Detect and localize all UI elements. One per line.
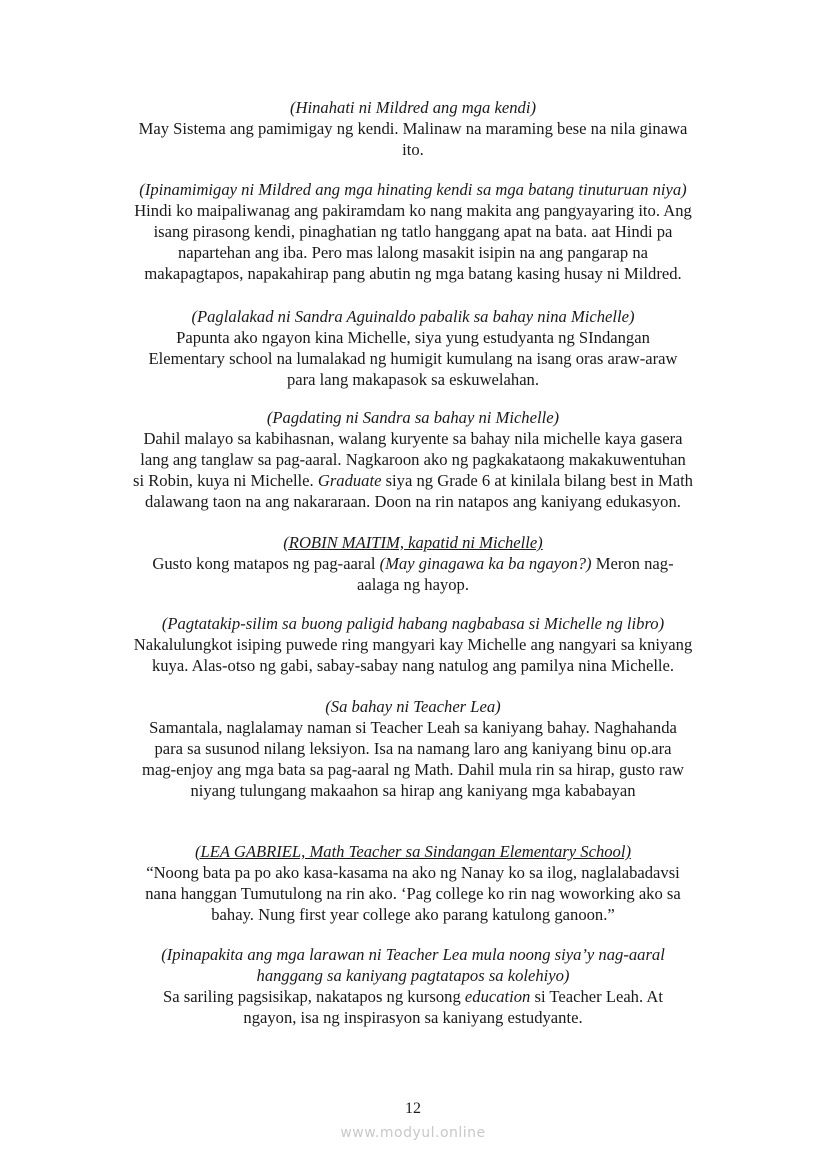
section-paglalakad bbox=[80, 306, 746, 390]
narration-line: makapagtapos, napakahirap pang abutin ng mga batang kasing husay ni Mildred. bbox=[144, 264, 682, 283]
narration-line: mag-enjoy ang mga bata sa pag-aaral ng Math. Dahil mula rin sa hirap, gusto raw bbox=[142, 760, 684, 779]
narration-line: ito. bbox=[402, 140, 424, 159]
section-pagtatakip-silim bbox=[80, 613, 746, 676]
text-segment: siya ng Grade 6 at kinilala bilang best in Math bbox=[381, 471, 693, 490]
stage-direction: (Pagtatakip-silim sa buong paligid habang nagbabasa si Michelle ng libro) bbox=[161, 614, 665, 633]
section-teacher-lea-house bbox=[80, 696, 746, 801]
narration-line: Dahil malayo sa kabihasnan, walang kuryente sa bahay nila michelle kaya gasera bbox=[143, 429, 683, 448]
page-number: 12 bbox=[405, 1100, 421, 1117]
narration-line: para sa susunod nilang leksiyon. Isa na namang laro ang kaniyang binu op.ara bbox=[154, 739, 672, 758]
speaker-name: (ROBIN MAITIM, kapatid ni Michelle) bbox=[283, 533, 543, 552]
narration-line: Nakalulungkot isiping puwede ring mangyari kay Michelle ang nangyari sa kniyang bbox=[133, 635, 693, 654]
stage-direction: (Pagdating ni Sandra sa bahay ni Michelle) bbox=[266, 408, 560, 427]
speaker-heading bbox=[80, 532, 746, 553]
interviewer-question: (May ginagawa ka ba ngayon?) bbox=[379, 554, 592, 573]
stage-direction: (Ipinamimigay ni Mildred ang mga hinating kendi sa mga batang tinuturuan niya) bbox=[139, 180, 687, 199]
section-hinahati bbox=[80, 97, 746, 160]
narration-line: Elementary school na lumalakad ng humigit kumulang na isang oras araw-araw bbox=[148, 349, 678, 368]
quote-line: nana hanggan Tumutulong na rin ako. ‘Pag college ko rin nag woworking ako sa bbox=[145, 884, 681, 903]
narration-line bbox=[80, 470, 746, 491]
section-robin bbox=[80, 532, 746, 595]
narration-line: dalawang taon na ang nakararaan. Doon na rin natapos ang kaniyang edukasyon. bbox=[145, 492, 681, 511]
section-pagdating bbox=[80, 407, 746, 512]
narration-line: May Sistema ang pamimigay ng kendi. Malinaw na maraming bese na nila ginawa bbox=[138, 119, 688, 138]
narration-line: lang ang tanglaw sa pag-aaral. Nagkaroon ako ng pagkakataong makakuwentuhan bbox=[140, 450, 686, 469]
stage-direction: (Ipinapakita ang mga larawan ni Teacher Lea mula noong siya’y nag-aaral bbox=[161, 945, 665, 964]
narration-line: ngayon, isa ng inspirasyon sa kaniyang estudyante. bbox=[243, 1008, 583, 1027]
text-segment: si Teacher Leah. At bbox=[530, 987, 663, 1006]
narration-line: napartehan ang iba. Pero mas lalong masakit isipin na ang pangarap na bbox=[177, 243, 648, 262]
italic-term: Graduate bbox=[317, 471, 382, 490]
quote-line: bahay. Nung first year college ako parang katulong ganoon.” bbox=[211, 905, 615, 924]
section-ipinamimigay bbox=[80, 179, 746, 284]
quote-line: “Noong bata pa po ako kasa-kasama na ako ng Nanay ko sa ilog, naglalabadavsi bbox=[146, 863, 680, 882]
quote-line: aalaga ng hayop. bbox=[357, 575, 469, 594]
text-segment: Sa sariling pagsisikap, nakatapos ng kursong bbox=[163, 987, 465, 1006]
text-segment: si Robin, kuya ni Michelle. bbox=[133, 471, 318, 490]
quote-line bbox=[80, 553, 746, 574]
section-ipinapakita bbox=[80, 944, 746, 1028]
narration-line: kuya. Alas-otso ng gabi, sabay-sabay nang natulog ang pamilya nina Michelle. bbox=[151, 656, 675, 675]
text-segment: Meron nag- bbox=[591, 554, 674, 573]
stage-direction: (Paglalakad ni Sandra Aguinaldo pabalik sa bahay nina Michelle) bbox=[191, 307, 635, 326]
narration-line: isang pirasong kendi, pinaghatian ng tatlo hanggang apat na bata. aat Hindi pa bbox=[153, 222, 673, 241]
narration-line: Papunta ako ngayon kina Michelle, siya yung estudyanta ng SIndangan bbox=[176, 328, 650, 347]
narration-line: Samantala, naglalamay naman si Teacher Leah sa kaniyang bahay. Naghahanda bbox=[149, 718, 677, 737]
section-lea-gabriel bbox=[80, 841, 746, 925]
stage-direction: (Hinahati ni Mildred ang mga kendi) bbox=[290, 98, 536, 117]
text-segment: Gusto kong matapos ng pag-aaral bbox=[152, 554, 380, 573]
italic-term: education bbox=[464, 987, 531, 1006]
stage-direction: (Sa bahay ni Teacher Lea) bbox=[325, 697, 501, 716]
speaker-name: (LEA GABRIEL, Math Teacher sa Sindangan Elementary School) bbox=[195, 842, 631, 861]
watermark: www.modyul.online bbox=[340, 1125, 486, 1141]
speaker-heading bbox=[80, 841, 746, 862]
narration-line bbox=[80, 986, 746, 1007]
narration-line: para lang makapasok sa eskuwelahan. bbox=[286, 370, 540, 389]
narration-line: Hindi ko maipaliwanag ang pakiramdam ko nang makita ang pangyayaring ito. Ang bbox=[134, 201, 692, 220]
stage-direction: hanggang sa kaniyang pagtatapos sa kolehiyo) bbox=[256, 966, 570, 985]
narration-line: niyang tulungang makaahon sa hirap ang kaniyang mga kababayan bbox=[190, 781, 636, 800]
